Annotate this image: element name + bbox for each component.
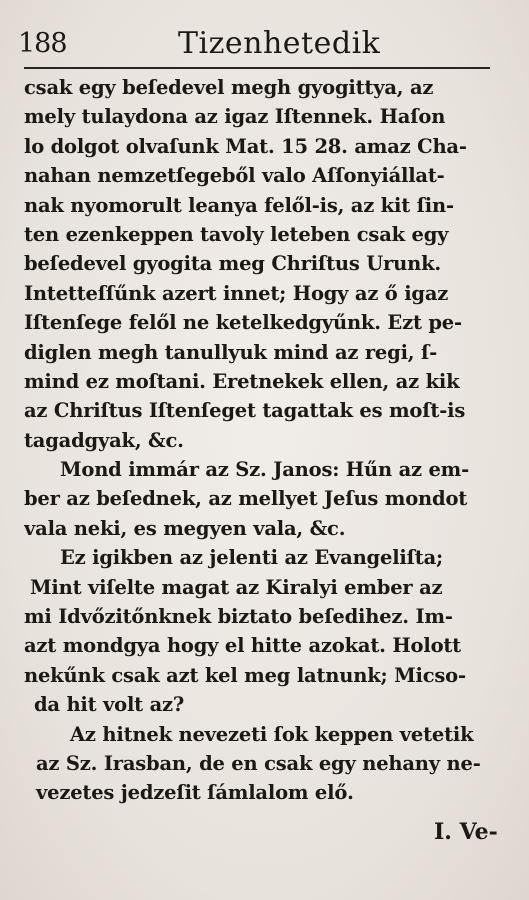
- text-line: nekűnk csak azt kel meg latnunk; Micso-: [24, 663, 466, 687]
- text-line: csak egy beſedevel megh gyogittya, az: [24, 76, 434, 99]
- text-line: az Chriſtus Iſtenſeget tagattak es moſt-is: [24, 399, 466, 423]
- text-line: Ez igikben az jelenti az Evangeliſta;: [60, 546, 444, 570]
- text-line: Mint viſelte magat az Kiralyi ember az: [30, 575, 443, 599]
- text-line: ber az beſednek, az mellyet Jeſus mondot: [24, 487, 468, 511]
- text-line: nak nyomorult leanya felől-is, az kit ſin-: [24, 193, 454, 217]
- text-line: mely tulaydona az igaz Iſtennek. Haſon: [24, 105, 446, 129]
- running-title: Tizenhetedik: [178, 26, 381, 61]
- header-rule: [24, 67, 490, 69]
- catchword: I. Ve-: [434, 819, 498, 845]
- body-text: [24, 73, 512, 808]
- text-line: Mond immár az Sz. Janos: Hűn az em-: [60, 458, 470, 482]
- text-line: vezetes jedzeſit ſámlalom elő.: [36, 781, 354, 805]
- text-line: diglen megh tanullyuk mind az regi, ſ-: [24, 340, 438, 364]
- text-line: vala neki, es megyen vala, &c.: [24, 516, 346, 540]
- text-line: da hit volt az?: [34, 693, 185, 717]
- text-line: mi Idvőzitőnknek biztato beſedihez. Im-: [24, 605, 453, 629]
- text-line: az Sz. Irasban, de en csak egy nehany ne-: [36, 751, 481, 775]
- text-line: Iſtenſege felől ne ketelkedgyűnk. Ezt pe-: [24, 311, 462, 335]
- text-line: lo dolgot olvaſunk Mat. 15 28. amaz Cha-: [24, 134, 467, 158]
- text-line: nahan nemzetſegeből valo Aſſonyiállat-: [24, 164, 445, 188]
- page-number: 188: [18, 28, 67, 59]
- text-line: beſedevel gyogita meg Chriſtus Urunk.: [24, 252, 441, 276]
- text-line: mind ez moſtani. Eretnekek ellen, az kik: [24, 369, 460, 393]
- page-header: [18, 26, 518, 66]
- text-line: Intetteſſűnk azert innet; Hogy az ő igaz: [24, 281, 449, 305]
- text-line: ten ezenkeppen tavoly leteben csak egy: [24, 222, 449, 246]
- text-line: tagadgyak, &c.: [24, 428, 184, 452]
- text-line: Az hitnek nevezeti ſok keppen vetetik: [70, 722, 474, 746]
- text-line: azt mondgya hogy el hitte azokat. Holott: [24, 634, 461, 658]
